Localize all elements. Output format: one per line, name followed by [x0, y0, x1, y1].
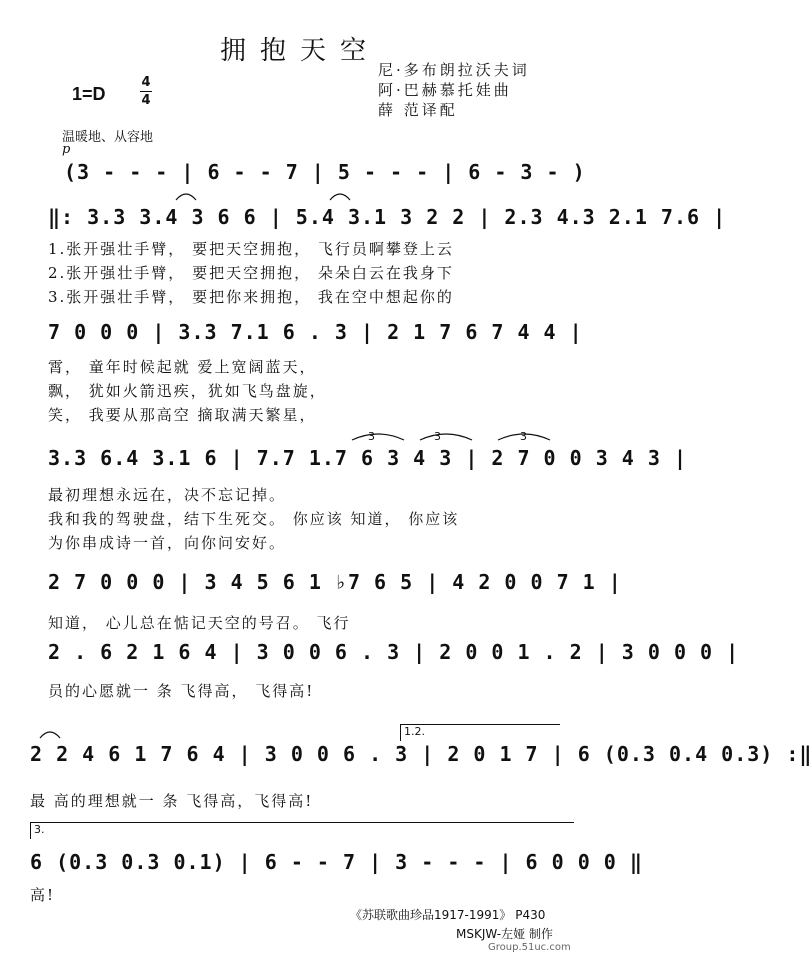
- notes-row-intro: (3 - - - | 6 - - 7 | 5 - - - | 6 - 3 - ): [64, 160, 586, 184]
- notes-row-3: 7 0 0 0 | 3.3 7.1 6 . 3 | 2 1 7 6 7 4 4 |: [48, 320, 583, 344]
- lyric-row-4-verse-2: 我和我的驾驶盘，结下生死交。 你应该 知道， 你应该: [48, 510, 460, 528]
- volta-1-2-label: 1.2.: [404, 725, 425, 738]
- key-signature: 1=D: [72, 84, 106, 104]
- lyric-row-7: 最 高的理想就一 条 飞得高，飞得高!: [30, 792, 314, 810]
- lyric-row-3-verse-1: 霄， 童年时候起就 爱上宽阔蓝天，: [48, 358, 317, 376]
- lyricist-credit: 尼·多布朗拉沃夫词: [378, 61, 530, 79]
- lyric-row-3-verse-2: 飘， 犹如火箭迅疾，犹如飞鸟盘旋，: [48, 382, 327, 400]
- watermark: Group.51uc.com: [488, 942, 571, 953]
- notes-row-7: 2 2 4 6 1 7 6 4 | 3 0 0 6 . 3 | 2 0 1 7 | 6 (0.3 0.4 0.3) :‖: [30, 742, 812, 766]
- notes-row-4: 3.3 6.4 3.1 6 | 7.7 1.7 6 3 4 3 | 2 7 0 0 3 4 3 |: [48, 446, 688, 470]
- notes-row-2: ‖: 3.3 3.4 3 6 6 | 5.4 3.1 3 2 2 | 2.3 4.3 2.1 7.6 |: [48, 205, 727, 229]
- song-title: 拥抱天空: [219, 36, 380, 66]
- triplet-mark-3: 3: [520, 430, 527, 443]
- lyric-row-5: 知道， 心儿总在惦记天空的号召。 飞行: [48, 614, 351, 632]
- time-sig-bottom: 4: [141, 93, 151, 108]
- lyric-row-3-verse-3: 笑， 我要从那高空 摘取满天繁星，: [48, 406, 317, 424]
- source-citation: 《苏联歌曲珍品1917-1991》 P430: [350, 908, 546, 922]
- notes-row-5: 2 7 0 0 0 | 3 4 5 6 1 ♭7 6 5 | 4 2 0 0 7 1 |: [48, 570, 622, 594]
- lyric-row-2-verse-1: 1.张开强壮手臂， 要把天空拥抱， 飞行员啊攀登上云: [48, 240, 454, 258]
- tempo-marking: 温暖地、从容地: [62, 130, 154, 145]
- lyric-row-2-verse-3: 3.张开强壮手臂， 要把你来拥抱， 我在空中想起你的: [48, 288, 454, 306]
- dynamic-marking: p: [62, 142, 71, 157]
- lyric-row-2-verse-2: 2.张开强壮手臂， 要把天空拥抱， 朵朵白云在我身下: [48, 264, 454, 282]
- lyric-row-6: 员的心愿就一 条 飞得高， 飞得高!: [48, 682, 315, 700]
- time-sig-top: 4: [141, 75, 151, 90]
- translator-credit: 薛 范译配: [378, 101, 458, 119]
- maker-credit: MSKJW-左娅 制作: [456, 927, 553, 941]
- lyric-row-8: 高!: [30, 886, 56, 904]
- lyric-row-4-verse-3: 为你串成诗一首，向你问安好。: [48, 534, 287, 552]
- notes-row-6: 2 . 6 2 1 6 4 | 3 0 0 6 . 3 | 2 0 0 1 . 2 | 3 0 0 0 |: [48, 640, 740, 664]
- volta-3-label: 3.: [34, 823, 45, 836]
- lyric-row-4-verse-1: 最初理想永远在，决不忘记掉。: [48, 486, 287, 504]
- triplet-mark-2: 3: [434, 430, 441, 443]
- composer-credit: 阿·巴赫慕托娃曲: [378, 81, 512, 99]
- notes-row-8: 6 (0.3 0.3 0.1) | 6 - - 7 | 3 - - - | 6 0 0 0 ‖: [30, 850, 643, 874]
- triplet-mark-1: 3: [368, 430, 375, 443]
